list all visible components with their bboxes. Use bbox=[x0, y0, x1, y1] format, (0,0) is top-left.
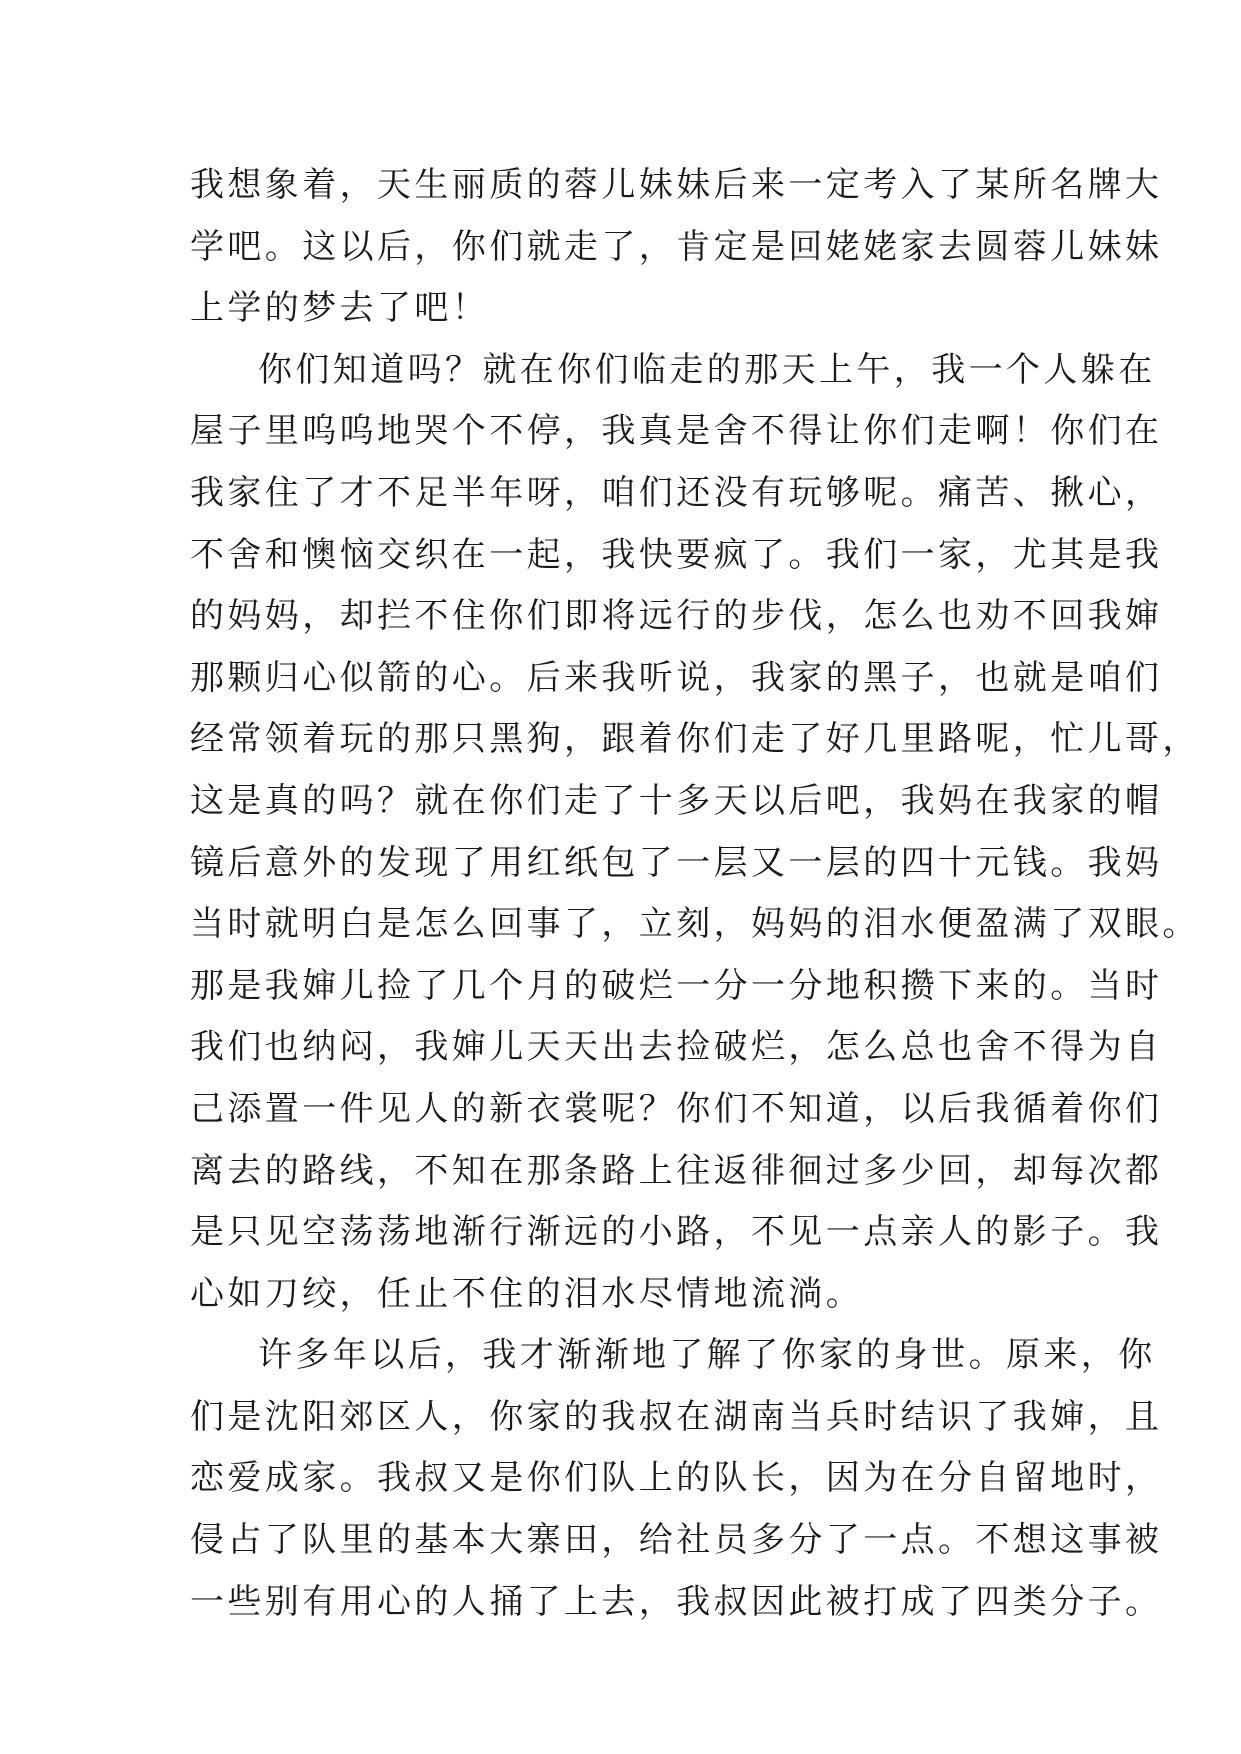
document-body bbox=[190, 155, 1200, 1633]
text-line: 我想象着，天生丽质的蓉儿妹妹后来一定考入了某所名牌大 bbox=[190, 165, 1163, 205]
paragraph bbox=[190, 340, 1200, 1326]
text-line: 是只见空荡荡地渐行渐远的小路，不见一点亲人的影子。我 bbox=[190, 1212, 1163, 1253]
text-line: 不舍和懊恼交织在一起，我快要疯了。我们一家，尤其是我 bbox=[190, 534, 1163, 575]
text-line: 上学的梦去了吧！ bbox=[190, 288, 490, 329]
text-line: 经常领着玩的那只黑狗，跟着你们走了好几里路呢，忙儿哥， bbox=[190, 719, 1200, 760]
text-line: 当时就明白是怎么回事了，立刻，妈妈的泪水便盈满了双眼。 bbox=[190, 904, 1200, 945]
text-line: 一些别有用心的人捅了上去，我叔因此被打成了四类分子。 bbox=[190, 1581, 1163, 1622]
text-line: 学吧。这以后，你们就走了，肯定是回姥姥家去圆蓉儿妹妹 bbox=[190, 226, 1163, 267]
text-line: 们是沈阳郊区人，你家的我叔在湖南当兵时结识了我婶，且 bbox=[190, 1396, 1163, 1437]
text-line: 己添置一件见人的新衣裳呢？你们不知道，以后我循着你们 bbox=[190, 1088, 1163, 1129]
text-line: 你们知道吗？就在你们临走的那天上午，我一个人躲在 bbox=[258, 349, 1156, 390]
paragraph bbox=[190, 1325, 1163, 1633]
text-line: 的妈妈，却拦不住你们即将远行的步伐，怎么也劝不回我婶 bbox=[190, 596, 1163, 637]
text-line: 我们也纳闷，我婶儿天天出去捡破烂，怎么总也舍不得为自 bbox=[190, 1027, 1163, 1068]
text-line: 镜后意外的发现了用红纸包了一层又一层的四十元钱。我妈 bbox=[190, 842, 1163, 883]
text-line: 那是我婶儿捡了几个月的破烂一分一分地积攒下来的。当时 bbox=[190, 965, 1163, 1006]
text-line: 许多年以后，我才渐渐地了解了你家的身世。原来，你 bbox=[258, 1335, 1156, 1376]
text-line: 恋爱成家。我叔又是你们队上的队长，因为在分自留地时， bbox=[190, 1458, 1163, 1499]
text-line: 屋子里呜呜地哭个不停，我真是舍不得让你们走啊！你们在 bbox=[190, 411, 1163, 452]
text-line: 心如刀绞，任止不住的泪水尽情地流淌。 bbox=[190, 1273, 864, 1314]
text-line: 那颗归心似箭的心。后来我听说，我家的黑子，也就是咱们 bbox=[190, 657, 1163, 698]
text-line: 离去的路线，不知在那条路上往返徘徊过多少回，却每次都 bbox=[190, 1150, 1163, 1191]
text-line: 这是真的吗？就在你们走了十多天以后吧，我妈在我家的帽 bbox=[190, 780, 1163, 821]
text-line: 我家住了才不足半年呀，咱们还没有玩够呢。痛苦、揪心， bbox=[190, 472, 1163, 513]
paragraph bbox=[190, 155, 1163, 340]
text-line: 侵占了队里的基本大寨田，给社员多分了一点。不想这事被 bbox=[190, 1520, 1163, 1561]
